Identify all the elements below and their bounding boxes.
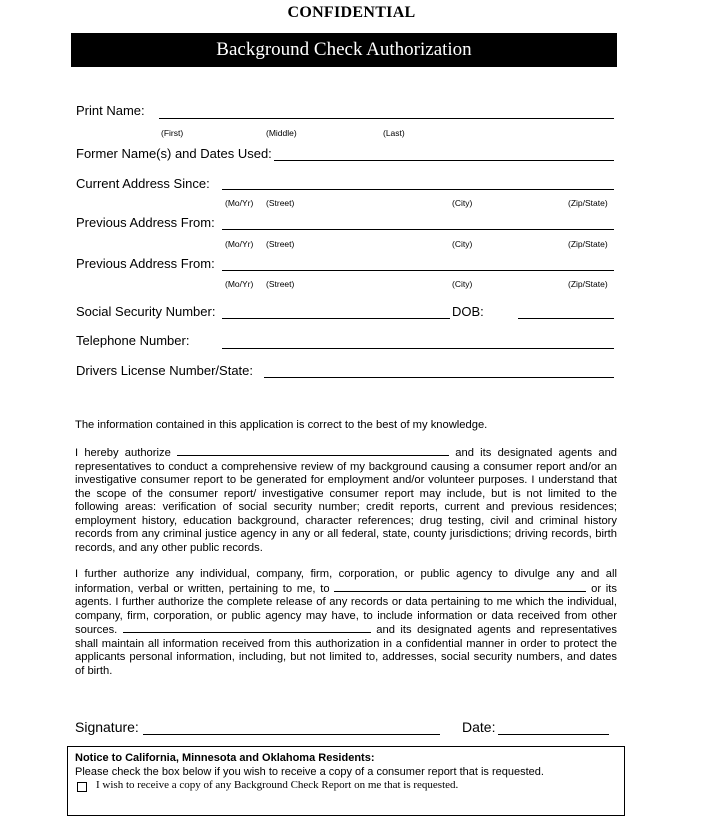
first-name-caption: (First): [161, 128, 184, 138]
signature-field[interactable]: [143, 734, 440, 735]
drivers-license-label: Drivers License Number/State:: [76, 363, 254, 378]
city-caption: (City): [452, 239, 473, 249]
print-name-field[interactable]: [159, 118, 614, 119]
previous-address-1-field[interactable]: [222, 229, 614, 230]
authorize-p2-start: I further authorize any individual, company, firm, corporation, or public agency to divulge any and all information, verbal or written, pertaining to me, to: [75, 568, 617, 595]
authorize-p2-mid: or its agents. I further authorize the complete release of any records or data pertaining to me which the individual, company, firm, corporation, or public agency may have, to include information or data received from other sources.: [75, 582, 617, 636]
former-names-label: Former Name(s) and Dates Used:: [76, 146, 272, 161]
telephone-field[interactable]: [222, 348, 614, 349]
last-name-caption: (Last): [383, 128, 405, 138]
street-caption: (Street): [266, 198, 295, 208]
zip-state-caption: (Zip/State): [568, 239, 608, 249]
authorize-p1-rest: and its designated agents and representatives to conduct a comprehensive review of my background causing a consumer report and/or an investigative consumer report to be generated for employment and/or volunteer purposes. I understand that the scope of the consumer report/ investigative consumer report may include, but is not limited to the following areas: verification of social security number; credit reports, current and previous residences; employment history, education background, character references; drug testing, civil and criminal history records from any criminal justice agency in any or all federal, state, county jurisdictions; driving records, birth records, and any other public records.: [75, 447, 618, 554]
authorize-p1-start: I hereby authorize: [75, 447, 171, 459]
dob-field[interactable]: [518, 318, 614, 319]
form-title: Background Check Authorization: [71, 33, 617, 67]
city-caption: (City): [452, 279, 473, 289]
authorized-company-field[interactable]: [177, 446, 449, 456]
former-names-field[interactable]: [274, 160, 614, 161]
mo-yr-caption: (Mo/Yr): [225, 239, 254, 249]
notice-title: Notice to California, Minnesota and Oklahoma Residents:: [75, 752, 375, 764]
mo-yr-caption: (Mo/Yr): [225, 198, 254, 208]
city-caption: (City): [452, 198, 473, 208]
previous-address-1-label: Previous Address From:: [76, 215, 215, 230]
telephone-label: Telephone Number:: [76, 333, 190, 348]
correct-statement: The information contained in this application is correct to the best of my knowledge.: [75, 419, 488, 431]
date-label: Date:: [462, 719, 496, 735]
print-name-label: Print Name:: [76, 103, 145, 118]
street-caption: (Street): [266, 279, 295, 289]
dob-label: DOB:: [452, 304, 484, 319]
confidential-heading: CONFIDENTIAL: [287, 4, 416, 21]
drivers-license-field[interactable]: [264, 377, 614, 378]
ssn-label: Social Security Number:: [76, 304, 216, 319]
signature-label: Signature:: [75, 719, 139, 735]
zip-state-caption: (Zip/State): [568, 198, 608, 208]
middle-name-caption: (Middle): [266, 128, 297, 138]
current-address-label: Current Address Since:: [76, 176, 210, 191]
authorize-p2-end: and its designated agents and representatives shall maintain all information received from this authorization in a confidential manner in order to protect the applicants personal information, including, but not limited to, addresses, social security numbers, and dates of birth.: [75, 624, 617, 677]
report-copy-checkbox[interactable]: [77, 782, 87, 792]
authorization-paragraph-2: [75, 568, 617, 678]
report-copy-checkbox-label: I wish to receive a copy of any Background Check Report on me that is requested.: [96, 779, 459, 791]
mo-yr-caption: (Mo/Yr): [225, 279, 254, 289]
current-address-field[interactable]: [222, 189, 614, 190]
designated-company-field[interactable]: [123, 623, 371, 633]
date-field[interactable]: [498, 734, 609, 735]
previous-address-2-label: Previous Address From:: [76, 256, 215, 271]
ssn-field[interactable]: [222, 318, 450, 319]
notice-box: [67, 746, 625, 816]
previous-address-2-field[interactable]: [222, 270, 614, 271]
notice-text: Please check the box below if you wish to receive a copy of a consumer report that is requested.: [75, 766, 544, 778]
authorization-paragraph-1: [75, 446, 617, 555]
zip-state-caption: (Zip/State): [568, 279, 608, 289]
street-caption: (Street): [266, 239, 295, 249]
divulge-to-field[interactable]: [334, 582, 586, 592]
